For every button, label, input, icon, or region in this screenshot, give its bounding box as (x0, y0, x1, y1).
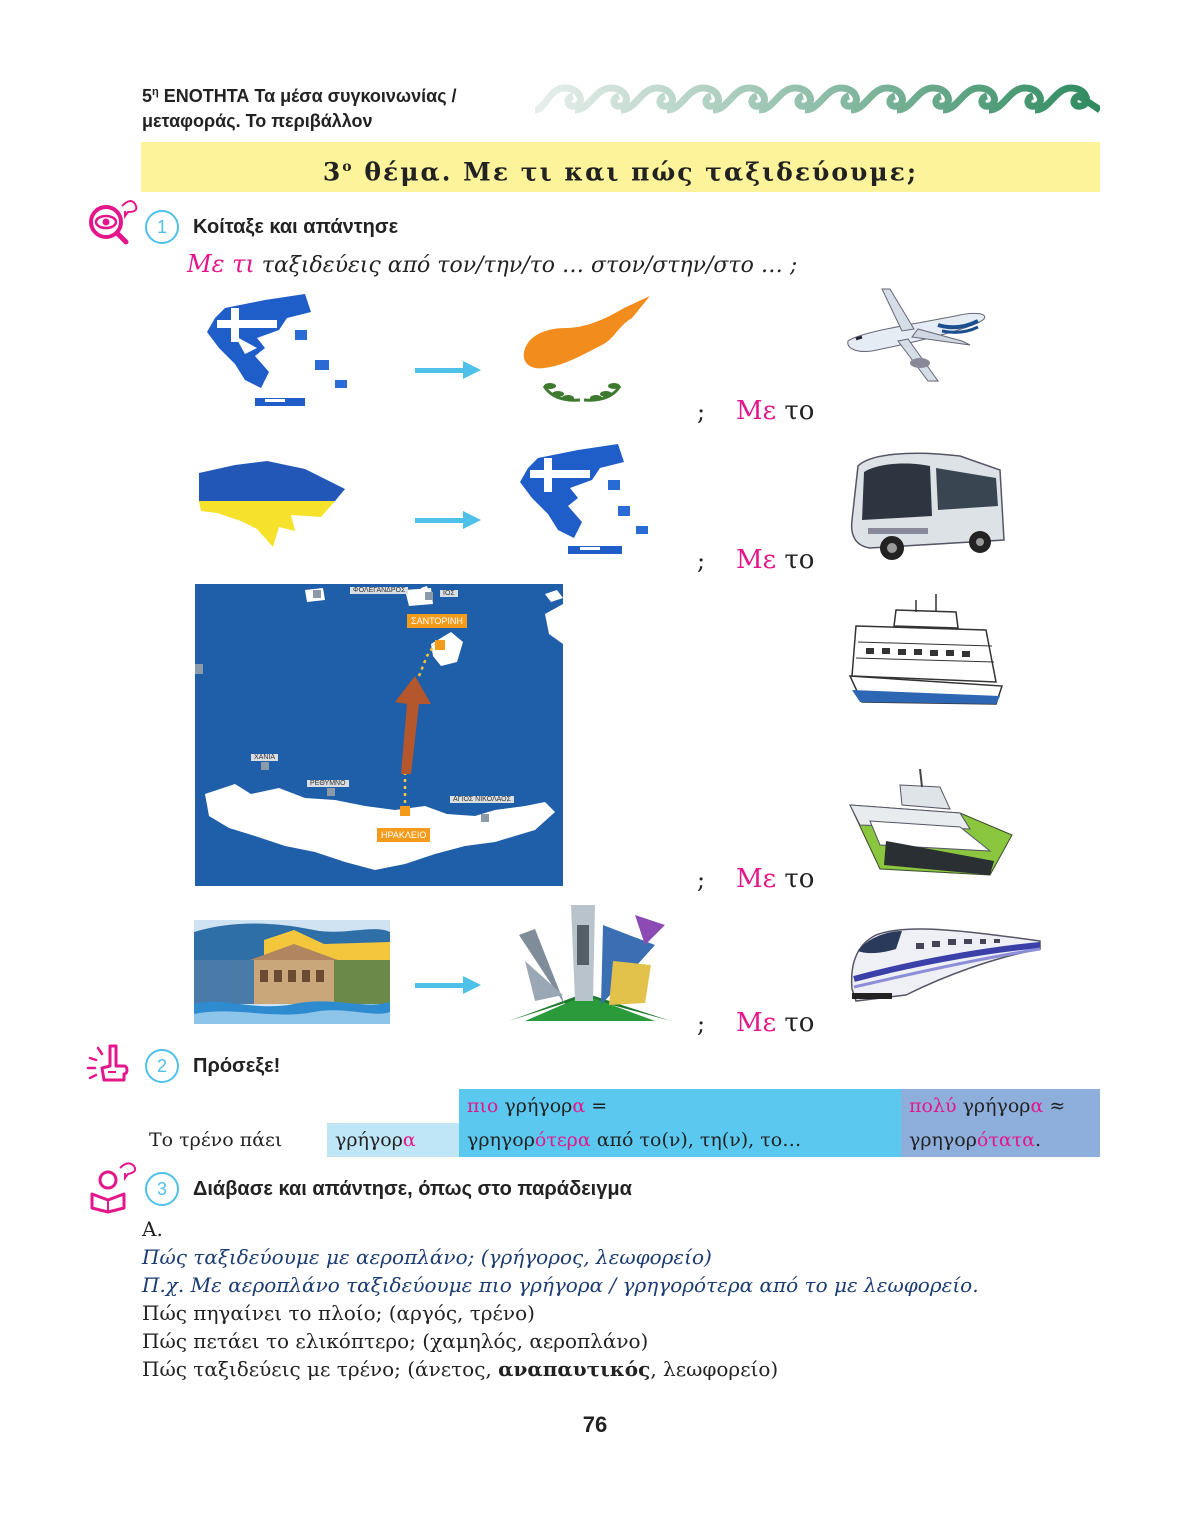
theme-title-bar (141, 142, 1100, 192)
map-label-rethymno: ΡΕΘΥΜΝΟ (307, 780, 349, 787)
row2-qmark: ; (697, 547, 706, 575)
row1-answer-stem: Με το (736, 396, 815, 426)
table-spacer (327, 1089, 459, 1123)
catamaran-image (840, 765, 1016, 880)
unit-line1: ΕΝΟΤΗΤΑ Τα μέσα συγκοινωνίας / (163, 86, 457, 106)
theme-title: $3^o$ θέμα. Με τι και πώς ταξιδεύουμε; (322, 157, 919, 187)
unit-line2: μεταφοράς. Το περιβάλλον (142, 111, 373, 131)
row1-qmark: ; (697, 398, 706, 426)
exercise3-body (142, 1215, 979, 1383)
question-1: Πώς πηγαίνει το πλοίο; (αργός, τρένο) (142, 1301, 535, 1325)
row-label: Το τρένο πάει (149, 1129, 283, 1151)
exercise3-title: Διάβασε και απάντησε, όπως στο παράδειγμα (193, 1178, 632, 1200)
question-3: Πώς ταξιδεύεις με τρένο; (άνετος, αναπαυτικός, λεωφορείο) (142, 1357, 779, 1381)
exercise1-title: Κοίταξε και απάντησε (193, 216, 399, 238)
example-question: Πώς ταξιδεύουμε με αεροπλάνο; (γρήγορος, λεωφορείο) (142, 1245, 712, 1269)
look-eye-icon (86, 194, 138, 246)
exercise2-title: Πρόσεξε! (193, 1055, 281, 1077)
crete-santorini-map (195, 584, 563, 886)
map-label-ios: ΙΟΣ (440, 590, 458, 597)
exercise2-number: 2 (145, 1049, 179, 1083)
comparative-line1: πιο γρήγορα = (459, 1089, 901, 1123)
exercise3-number: 3 (145, 1172, 179, 1206)
kyiv-collage-image (505, 905, 675, 1023)
greece-map-flag (195, 290, 365, 412)
high-speed-train-image (846, 905, 1042, 1005)
ukraine-map-flag (195, 455, 347, 551)
superlative-line1: πολύ γρήγορα ≈ (901, 1089, 1100, 1123)
map-label-irakleio: ΗΡΑΚΛΕΙΟ (377, 828, 430, 842)
section-label: Α. (142, 1217, 163, 1241)
exercise1-prompt: Με τι ταξιδεύεις από τον/την/το … στον/στην/στο … ; (187, 250, 798, 278)
unit-sup: η (152, 86, 159, 98)
row3-answer-stem: Με το (736, 864, 815, 894)
row4-answer-stem: Με το (736, 1008, 815, 1038)
page-number: 76 (582, 1412, 608, 1437)
unit-header (142, 80, 457, 134)
greece-map-flag (508, 440, 656, 560)
map-label-chania: ΧΑΝΙΑ (251, 754, 278, 761)
question-2: Πώς πετάει το ελικόπτερο; (χαμηλός, αεροπλάνο) (142, 1329, 649, 1353)
row4-qmark: ; (697, 1010, 706, 1038)
exercise1-number: 1 (145, 210, 179, 244)
map-label-agios-nikolaos: ΑΓΙΟΣ ΝΙΚΟΛΑΟΣ (450, 796, 514, 803)
comparative-line2: γρηγορότερα από το(ν), τη(ν), το… (459, 1123, 901, 1157)
table-spacer (141, 1089, 327, 1123)
map-label-folegandros: ΦΟΛΕΓΑΝΔΡΟΣ (350, 587, 408, 594)
bus-image (840, 436, 1014, 568)
reading-child-icon (86, 1162, 138, 1214)
decorative-wave-border (535, 78, 1100, 118)
unit-number: 5 (142, 86, 153, 106)
airplane-image (842, 285, 990, 385)
superlative-line2: γρηγορότατα. (901, 1123, 1100, 1157)
comparison-table (141, 1089, 1100, 1157)
arrow-right-icon (415, 975, 481, 995)
row3-qmark: ; (697, 866, 706, 894)
cyprus-flag (508, 290, 656, 414)
example-answer: Π.χ. Με αεροπλάνο ταξιδεύουμε πιο γρήγορα / γρηγορότερα από το με λεωφορείο. (142, 1273, 979, 1297)
arrow-right-icon (415, 360, 481, 380)
positive-form: γρήγορα (327, 1123, 459, 1157)
map-label-santorini: ΣΑΝΤΟΡΙΝΗ (407, 614, 467, 628)
ferry-ship-image (846, 590, 1006, 712)
attention-finger-icon (86, 1040, 134, 1088)
odessa-collage-image (194, 920, 390, 1024)
row2-answer-stem: Με το (736, 545, 815, 575)
arrow-right-icon (415, 510, 481, 530)
